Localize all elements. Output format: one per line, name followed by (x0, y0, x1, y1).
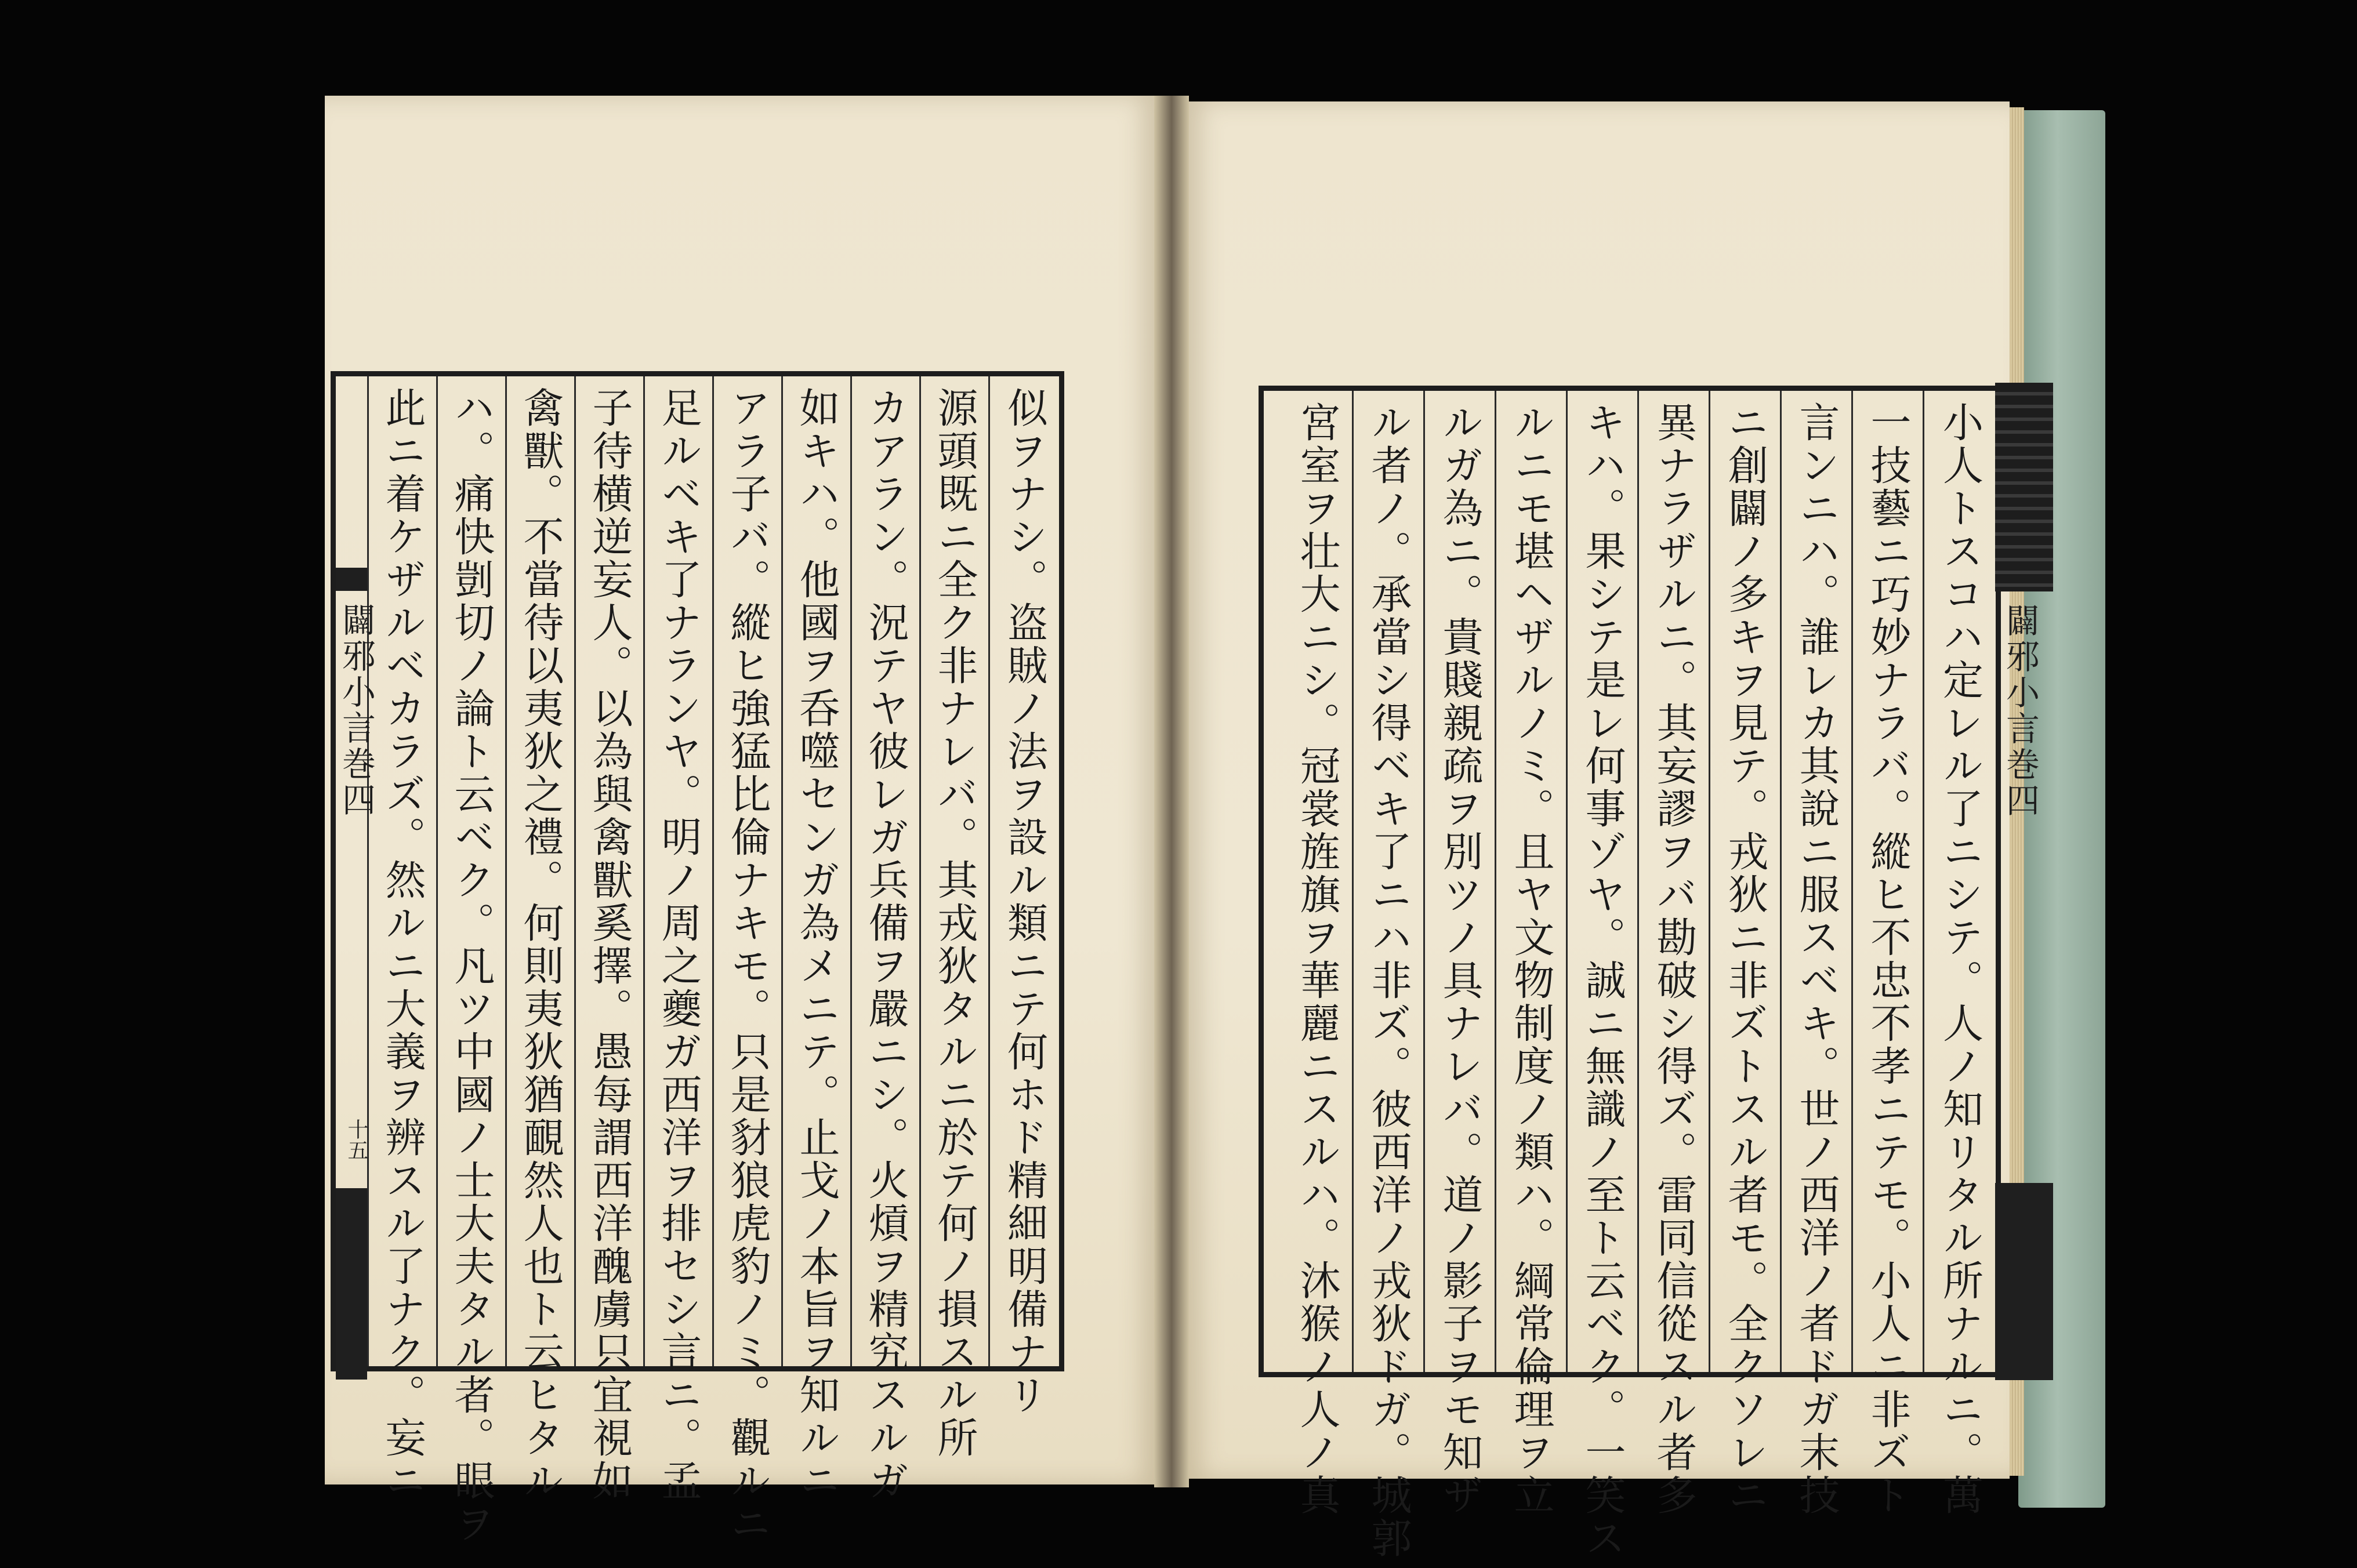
page-number: 十五 (344, 1119, 368, 1160)
text-column: 如キハ。他國ヲ呑噬センガ為メニテ。止戈ノ本旨ヲ知ルニ (783, 376, 852, 1366)
fold-fishtail-mark (336, 568, 367, 591)
text-column: 似ヲナシ。盗賊ノ法ヲ設ル類ニテ何ホド精細明備ナリ (1000, 387, 1049, 1417)
text-column: 子待横逆妄人。以為與禽獸奚擇。愚每謂西洋醜虜只宜視如 (576, 376, 645, 1366)
text-column: 足ルベキ了ナランヤ。明ノ周之夔ガ西洋ヲ排セシ言ニ。孟 (645, 376, 714, 1366)
text-column: ハ。痛快剴切ノ論ト云ベク。凡ツ中國ノ士大夫タル者。眼ヲ (438, 376, 507, 1366)
left-text-frame (331, 371, 1064, 1545)
text-column: カアラン。況テヤ彼レガ兵備ヲ嚴ニシ。火熕ヲ精究スルガ (852, 376, 921, 1366)
running-title: 闢邪小言巻四 (336, 602, 376, 818)
text-column: 禽獸。不當待以夷狄之禮。何則夷狄猶靦然人也ト云ヒタル (507, 376, 576, 1366)
running-title: 闢邪小言巻四 (2000, 603, 2040, 819)
text-column: 此ニ着ケザルベカラズ。然ルニ大義ヲ辨スル了ナク。妄ニ (369, 376, 438, 1366)
text-column: ルガ為ニ。貴賤親疏ヲ別ツノ具ナレバ。道ノ影子ヲモ知ザ (1425, 391, 1496, 1372)
text-column: 言ンニハ。誰レカ其說ニ服スベキ。世ノ西洋ノ者ドガ末技 (1782, 391, 1853, 1372)
text-column: キハ。果シテ是レ何事ゾヤ。誠ニ無識ノ至ト云ベク。一笑ス (1568, 391, 1639, 1372)
text-column: アラ子バ。縱ヒ強猛比倫ナキモ。只是豺狼虎豹ノミ。觀ルニ (714, 376, 783, 1366)
right-fold-strip (1995, 383, 2053, 1380)
fold-black-block (1995, 1183, 2053, 1380)
text-column: ル者ノ。承當シ得ベキ了ニハ非ズ。彼西洋ノ戎狄ドガ。城郭 (1354, 391, 1425, 1372)
fold-black-block (1995, 383, 2053, 591)
text-column: ニ創闢ノ多キヲ見テ。戎狄ニ非ズトスル者モ。全クソレニ (1710, 391, 1782, 1372)
text-column: 小人トスコハ定レル了ニシテ。人ノ知リタル所ナルニ。萬 (1936, 401, 1984, 1517)
right-text-frame (1259, 386, 2001, 1560)
fold-black-block (336, 1188, 367, 1380)
text-column: 異ナラザルニ。其妄謬ヲバ勘破シ得ズ。雷同信從スル者多 (1639, 391, 1710, 1372)
center-fold-column (336, 376, 376, 1366)
text-column: ルニモ堪ヘザルノミ。且ヤ文物制度ノ類ハ。綱常倫理ヲ立 (1496, 391, 1568, 1372)
text-column: 源頭既ニ全ク非ナレバ。其戎狄タルニ於テ何ノ損スル所 (921, 376, 990, 1366)
book-gutter (1154, 96, 1189, 1487)
text-column: 一技藝ニ巧妙ナラバ。縱ヒ不忠不孝ニテモ。小人ニ非ズト (1853, 391, 1924, 1372)
text-column: 宮室ヲ壮大ニシ。冠裳旌旗ヲ華麗ニスルハ。沐猴ノ人ノ真 (1282, 391, 1354, 1372)
